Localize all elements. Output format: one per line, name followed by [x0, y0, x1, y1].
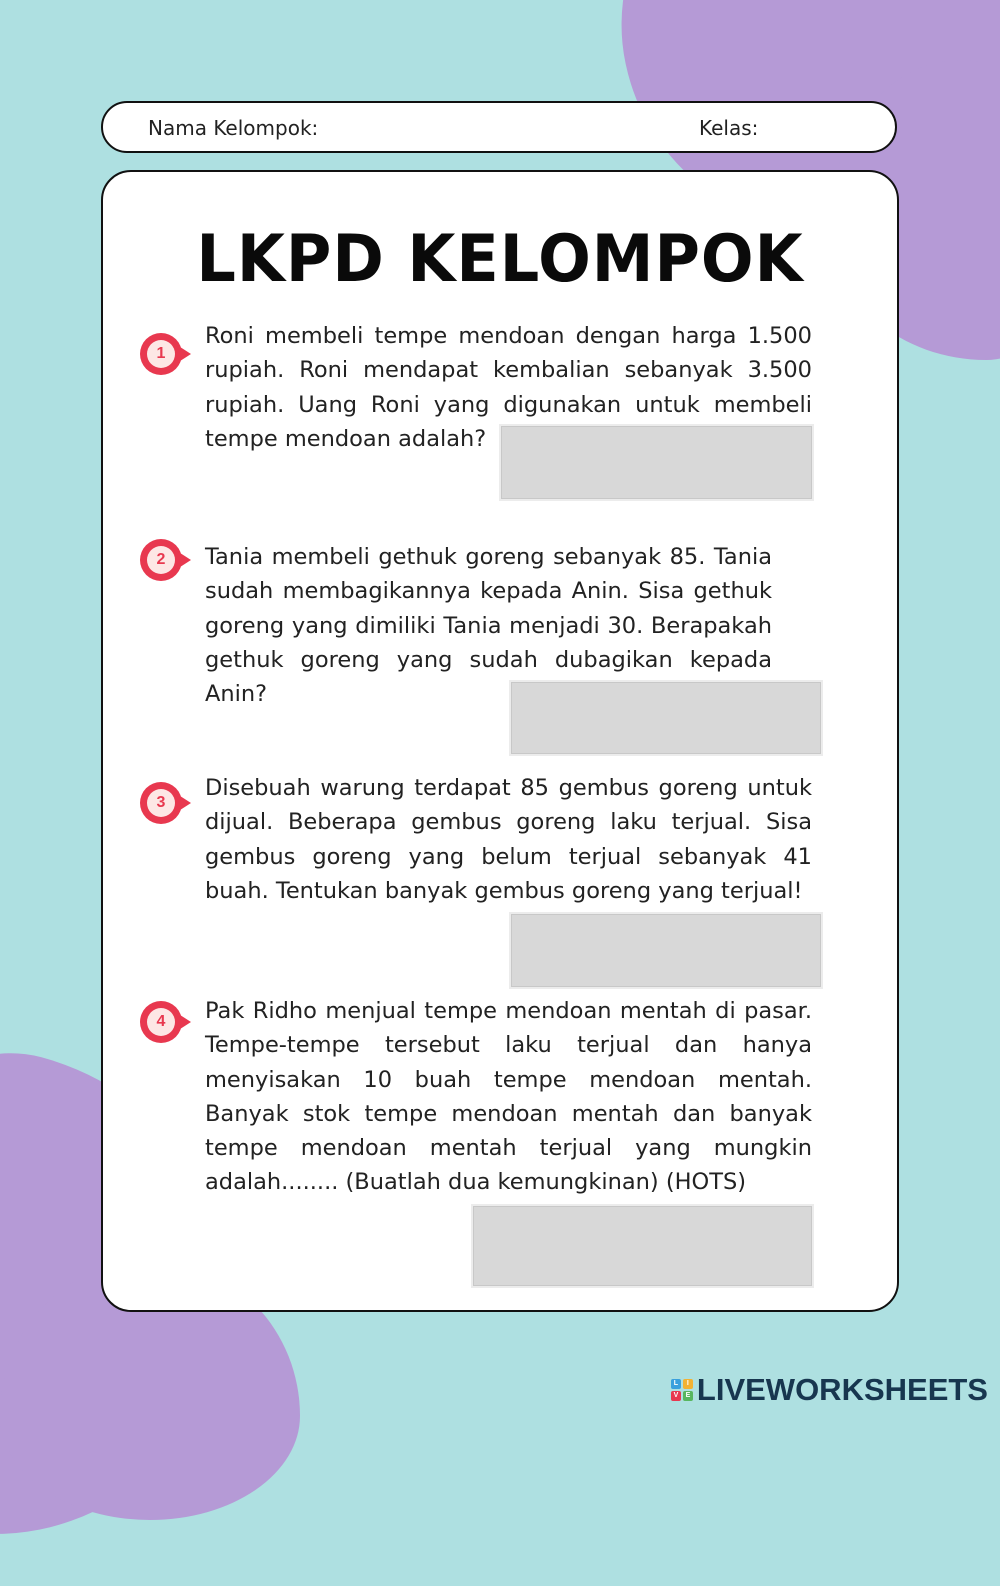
brand-name: LIVEWORKSHEETS: [696, 1372, 988, 1407]
question-number-badge: [140, 1001, 182, 1043]
question-number: 4: [147, 1008, 175, 1036]
answer-box[interactable]: [511, 682, 821, 754]
question-number-badge: [140, 782, 182, 824]
header-info-box: [101, 101, 897, 153]
question-text: Roni membeli tempe mendoan dengan harga 1.500 rupiah. Roni mendapat kembalian sebanyak 3.500 rupiah. Uang Roni yang digunakan untuk membeli tempe mendoan adalah?: [205, 323, 812, 452]
group-name-label: Nama Kelompok:: [148, 116, 319, 140]
logo-letter-v: V: [671, 1391, 681, 1401]
question-number: 1: [147, 340, 175, 368]
liveworksheets-logo-icon: [671, 1379, 693, 1401]
question-text: Disebuah warung terdapat 85 gembus goreng untuk dijual. Beberapa gembus goreng laku terjual. Sisa gembus goreng yang belum terjual sebanyak 41 buah. Tentukan banyak gembus goreng yang terjual!: [205, 775, 812, 904]
question-text: Pak Ridho menjual tempe mendoan mentah di pasar. Tempe-tempe tersebut laku terjual dan hanya menyisakan 10 buah tempe mendoan mentah. Banyak stok tempe mendoan mentah dan banyak tempe mendoan mentah terjual yang mungkin adalah........ (Buatlah dua kemungkinan) (HOTS): [205, 998, 812, 1196]
class-label: Kelas:: [699, 116, 759, 140]
answer-box[interactable]: [501, 426, 812, 499]
logo-letter-l: L: [671, 1379, 681, 1389]
question-number-badge: [140, 333, 182, 375]
liveworksheets-brand[interactable]: [671, 1372, 988, 1408]
question-number: 3: [147, 789, 175, 817]
question-number-badge: [140, 539, 182, 581]
logo-letter-i: I: [683, 1379, 693, 1389]
answer-box[interactable]: [473, 1206, 812, 1286]
question-text: Tania membeli gethuk goreng sebanyak 85. Tania sudah membagikannya kepada Anin. Sisa gethuk goreng yang dimiliki Tania menjadi 30. Berapakah gethuk goreng yang sudah dubagikan kepada Anin?: [205, 544, 772, 708]
answer-box[interactable]: [511, 914, 821, 987]
worksheet-title: LKPD KELOMPOK: [196, 220, 804, 297]
logo-letter-e: E: [683, 1391, 693, 1401]
question-number: 2: [147, 546, 175, 574]
